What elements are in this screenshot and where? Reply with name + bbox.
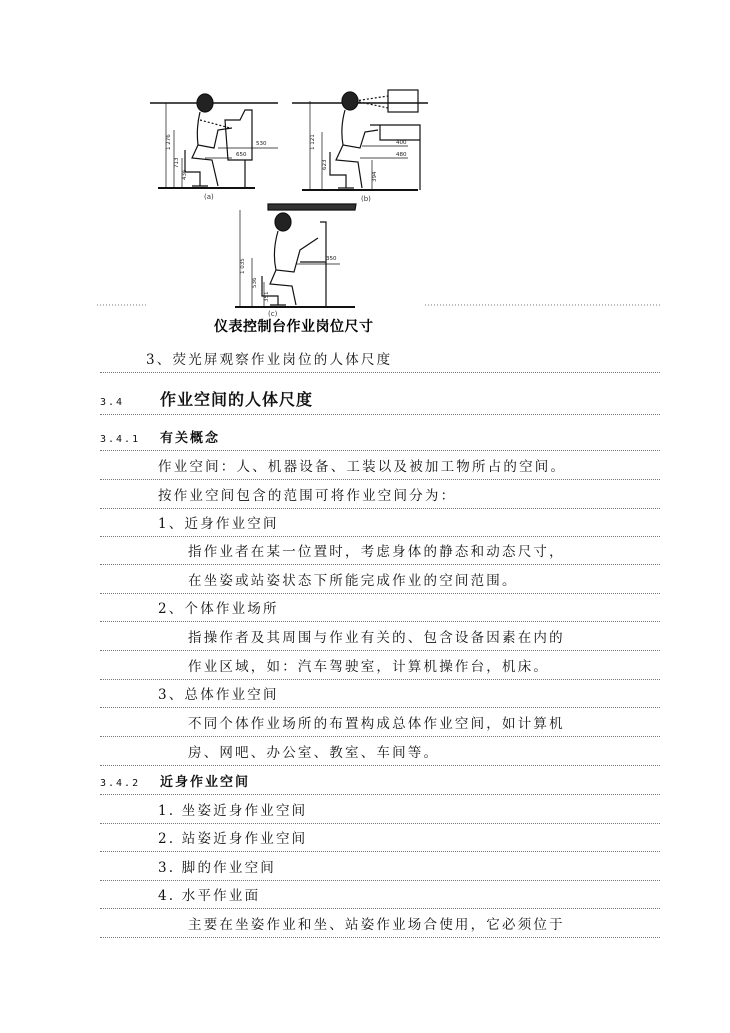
dim-c-w1: 350: [326, 256, 337, 262]
caption-c: (c): [268, 310, 278, 318]
list-item: 1、近身作业空间: [100, 512, 660, 537]
text-line: 3、荧光屏观察作业岗位的人体尺度: [100, 348, 660, 373]
list-item: 3. 脚的作业空间: [100, 856, 660, 881]
list-item: 3、总体作业空间: [100, 683, 660, 708]
subsection-heading-3-4-2: 3.4.2 近身作业空间: [100, 770, 660, 795]
text-line: 作业区域，如：汽车驾驶室，计算机操作台，机床。: [100, 655, 660, 680]
dim-c-h2: 536: [252, 277, 258, 288]
list-item: 2. 站姿近身作业空间: [100, 827, 660, 852]
dim-a-h3: 436: [182, 169, 188, 180]
text-line: 不同个体作业场所的布置构成总体作业空间，如计算机: [100, 712, 660, 737]
caption-a: (a): [204, 193, 214, 201]
figure-title: 仪表控制台作业岗位尺寸: [214, 319, 374, 335]
dim-b-h3: 394: [372, 171, 378, 182]
text-line: 主要在坐姿作业和坐、站姿作业场合使用，它必须位于: [100, 913, 660, 938]
dim-b-h1: 1 121: [310, 134, 316, 150]
text-line: 指操作者及其周围与作业有关的、包含设备因素在内的: [100, 626, 660, 651]
dim-b-w2: 480: [396, 152, 407, 158]
text-line: 作业空间：人、机器设备、工装以及被加工物所占的空间。: [100, 455, 660, 480]
dim-a-w1: 530: [256, 141, 267, 147]
dim-c-h3: 351: [264, 291, 270, 302]
figure-console-workstations: [0, 0, 730, 345]
dim-a-w2: 650: [236, 152, 247, 158]
dim-b-w1: 400: [396, 140, 407, 146]
text-line: 房、网吧、办公室、教室、车间等。: [100, 741, 660, 766]
caption-b: (b): [361, 195, 371, 203]
workstation-illustration: [0, 0, 730, 345]
dim-c-h1: 1 035: [240, 258, 246, 274]
panel-c-drawing: [235, 204, 356, 307]
list-item: 4. 水平作业面: [100, 884, 660, 909]
dim-a-h2: 713: [174, 157, 180, 168]
list-item: 1. 坐姿近身作业空间: [100, 799, 660, 824]
section-heading-3-4: 3.4 作业空间的人体尺度: [100, 388, 660, 415]
dim-b-h2: 623: [322, 159, 328, 170]
text-line: 指作业者在某一位置时，考虑身体的静态和动态尺寸，: [100, 540, 660, 565]
dim-a-h1: 1 276: [166, 134, 172, 150]
text-line: 在坐姿或站姿状态下所能完成作业的空间范围。: [100, 569, 660, 594]
text-line: 按作业空间包含的范围可将作业空间分为：: [100, 484, 660, 509]
list-item: 2、个体作业场所: [100, 597, 660, 622]
subsection-heading-3-4-1: 3.4.1 有关概念: [100, 426, 660, 451]
